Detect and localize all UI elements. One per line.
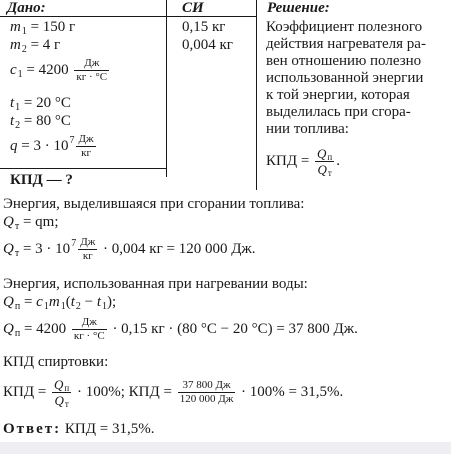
energy-released-formula: [3, 214, 59, 231]
qt-calc-subscript: т: [14, 247, 20, 259]
qp-calc-a: = 4200: [20, 320, 70, 337]
qt-calc-unit-num: Дж: [80, 236, 96, 248]
answer-line: [3, 421, 154, 438]
t1-value: = 20 °С: [20, 95, 71, 111]
c1-symbol: c: [10, 61, 17, 78]
energy-used-calc: [3, 317, 358, 342]
m1-term: m: [48, 294, 60, 310]
t1-term: t: [96, 294, 101, 310]
c1-subscript: 1: [17, 68, 23, 80]
q-exponent: 7: [69, 134, 75, 146]
t2-symbol: t: [10, 113, 15, 129]
kpd-calc-fraction-1: [52, 378, 71, 407]
paren-close: );: [107, 294, 117, 310]
t2-term: t: [70, 294, 75, 310]
qp-eq: =: [20, 294, 37, 310]
m2-value: = 4 г: [26, 37, 61, 53]
c1-unit-fraction: [74, 58, 109, 83]
bottom-strip: [0, 442, 451, 454]
solution-line-5: к той энергии, которая: [266, 87, 410, 103]
kpd-den-sub: т: [327, 168, 332, 178]
kpd-heading: КПД спиртовки:: [3, 354, 109, 370]
qt-rhs: = qm;: [19, 214, 59, 230]
kpd-numerator: [315, 147, 334, 162]
qt-symbol: Q: [3, 214, 14, 230]
m1-term-sub: 1: [60, 301, 66, 312]
qt-calc-exp: 7: [71, 237, 77, 249]
minus-sign: −: [80, 294, 97, 310]
qp-calc-b: · 0,15 кг · (80 °С − 20 °С) = 37 800 Дж.: [108, 320, 358, 337]
qp-calc-unit-num: Дж: [72, 317, 107, 330]
divider-si-solution: [256, 0, 257, 190]
t1-term-sub: 1: [102, 301, 107, 312]
kpd-label: КПД =: [266, 152, 314, 169]
kpd-calc-den-sub: т: [64, 399, 69, 409]
kpd-calc-pct2: · 100% = 31,5%.: [237, 383, 344, 400]
solution-kpd-formula: КПД = $\frac{Qп}{Qт}$ .: [266, 146, 340, 178]
kpd-calc-num-1: [52, 378, 71, 393]
given-q: [10, 134, 98, 159]
qp-symbol: Q: [3, 294, 14, 310]
kpd-calc-a: КПД =: [3, 383, 51, 400]
qt-calc-a: = 3 · 10: [19, 240, 71, 257]
kpd-calc-den-Q: Q: [54, 393, 64, 408]
c1-unit-numerator: Дж: [74, 58, 109, 71]
t1-subscript: 1: [15, 102, 21, 113]
qt-calc-symbol: Q: [3, 240, 14, 257]
m1-subscript: 1: [21, 26, 27, 37]
qp-calc-unit-den: кг · °С: [73, 330, 105, 342]
si-m1: 0,15 кг: [182, 19, 226, 35]
qp-calc-symbol: Q: [3, 320, 14, 337]
kpd-calc-den-2: 120 000 Дж: [179, 393, 234, 405]
c1-term: c: [36, 294, 43, 310]
q-symbol: q: [10, 137, 18, 154]
qp-calc-subscript: п: [14, 327, 21, 339]
m2-subscript: 2: [21, 44, 27, 55]
m1-value: = 150 г: [26, 19, 76, 35]
qt-calc-unit-den: кг: [82, 250, 93, 262]
energy-used-heading: Энергия, использованная при нагревании воды:: [3, 276, 308, 292]
qp-calc-unit: [72, 317, 107, 342]
kpd-num-Q: Q: [317, 146, 327, 161]
q-unit-fraction: [76, 134, 95, 159]
divider-given-si: [166, 0, 167, 177]
paren-open: (: [65, 294, 71, 310]
t2-subscript: 2: [15, 120, 21, 131]
m2-symbol: m: [10, 37, 21, 53]
t2-value: = 80 °С: [20, 113, 71, 129]
m1-symbol: m: [10, 19, 21, 35]
given-header: Дано:: [7, 0, 46, 16]
solution-line-3: вен отношению полезно: [266, 53, 422, 69]
si-header: СИ: [182, 0, 204, 16]
energy-released-heading: Энергия, выделившаяся при сгорании топлива:: [3, 196, 305, 212]
given-m1: [10, 19, 75, 36]
solution-line-7: нии топлива:: [266, 121, 349, 137]
q-value: = 3 · 10: [17, 137, 69, 154]
t1-symbol: t: [10, 95, 15, 111]
solution-line-2: действия нагревателя ра-: [266, 36, 426, 52]
answer-value: КПД = 31,5%.: [61, 421, 155, 437]
c1-value: = 4200: [22, 61, 73, 78]
given-t1: [10, 95, 71, 112]
kpd-calc-num-Q: Q: [54, 377, 64, 392]
solution-line-4: использованной энергии: [266, 70, 424, 86]
kpd-denominator: [315, 162, 334, 176]
qt-subscript: т: [14, 221, 20, 232]
solution-line-1: Коэффициент полезного: [266, 19, 423, 35]
qp-subscript: п: [14, 301, 21, 312]
kpd-calc-pct1: · 100%; КПД =: [73, 383, 176, 400]
qt-calc-unit: [78, 237, 97, 262]
kpd-calc-num-sub: п: [64, 383, 70, 393]
solution-text: [266, 19, 426, 138]
si-m2: 0,004 кг: [182, 37, 233, 53]
kpd-calc: [3, 378, 343, 407]
c1-unit-denominator: кг · °С: [76, 71, 108, 83]
kpd-calc-den-1: [52, 393, 71, 407]
kpd-den-Q: Q: [317, 162, 327, 177]
kpd-num-sub: п: [327, 152, 333, 162]
kpd-calc-num-2: 37 800 Дж: [178, 380, 236, 393]
given-t2: [10, 113, 71, 130]
given-c1: [10, 58, 111, 83]
q-unit-denominator: кг: [81, 147, 91, 159]
given-unknown: КПД — ?: [10, 172, 73, 188]
kpd-calc-fraction-2: [178, 380, 236, 405]
energy-used-formula: [3, 294, 116, 311]
kpd-fraction: [315, 147, 334, 176]
energy-released-calc: [3, 237, 256, 262]
c1-term-sub: 1: [43, 301, 49, 312]
given-m2: [10, 37, 60, 54]
solution-header: Решение:: [267, 0, 330, 16]
q-unit-numerator: Дж: [78, 133, 94, 145]
t2-term-sub: 2: [75, 301, 81, 312]
solution-line-6: выделилась при сгора-: [266, 104, 411, 120]
qt-calc-b: · 0,004 кг = 120 000 Дж.: [99, 240, 256, 257]
answer-label: Ответ:: [3, 421, 62, 437]
given-underline: [0, 168, 166, 169]
